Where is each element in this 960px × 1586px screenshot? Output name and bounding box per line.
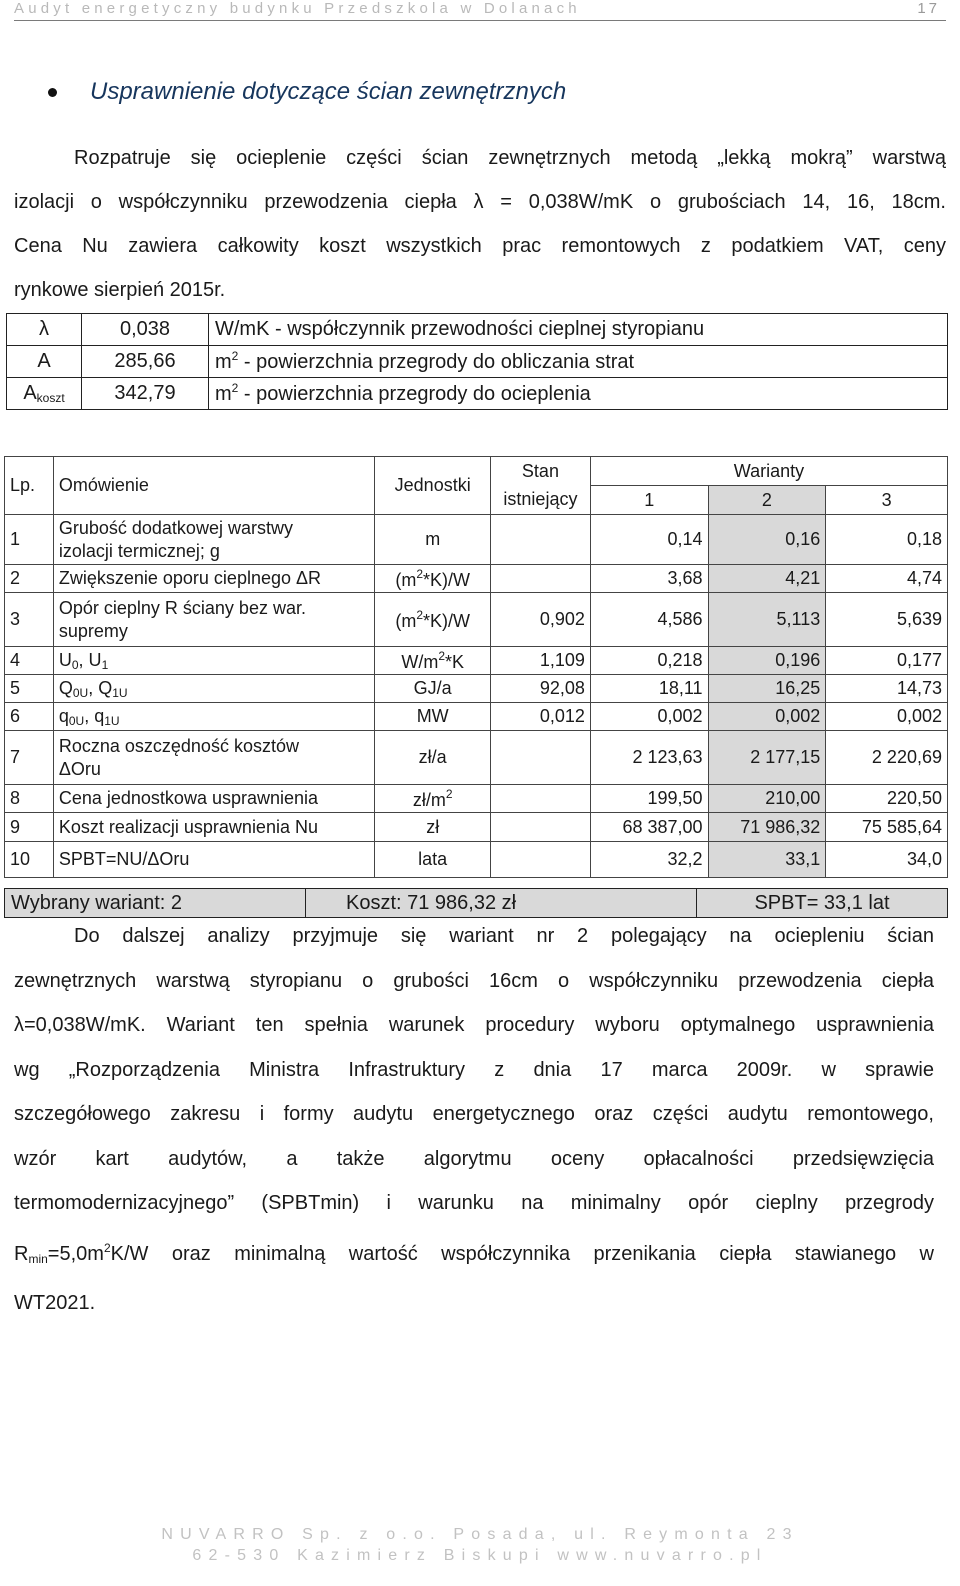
table-row xyxy=(5,785,948,813)
table-row xyxy=(5,675,948,703)
row-desc-cell xyxy=(53,593,374,647)
intro-paragraph xyxy=(14,136,946,312)
row-existing xyxy=(491,731,591,785)
conclusion-line: Do dalszej analizy przyjmuje się wariant nr 2 polegający na ociepleniu ścian xyxy=(74,925,934,947)
row-v3: 34,0 xyxy=(826,842,948,878)
row-desc: , q xyxy=(84,705,105,726)
row-v2: 2 177,15 xyxy=(708,731,826,785)
conclusion-line: WT2021. xyxy=(14,1292,96,1314)
row-desc-cell xyxy=(53,647,374,675)
param-symbol-sub: koszt xyxy=(36,391,65,405)
row-unit: lata xyxy=(375,842,491,878)
row-unit: *K)/W xyxy=(423,569,471,590)
row-unit: GJ/a xyxy=(375,675,491,703)
row-desc: Zwiększenie oporu cieplnego ΔR xyxy=(53,565,374,593)
table-row xyxy=(5,842,948,878)
header-variant-2: 2 xyxy=(708,486,826,515)
row-lp: 5 xyxy=(5,675,54,703)
row-unit: *K)/W xyxy=(423,610,471,631)
row-lp: 3 xyxy=(5,593,54,647)
header-desc: Omówienie xyxy=(53,457,374,515)
param-desc-cell xyxy=(209,346,948,378)
row-desc-cell xyxy=(53,515,374,565)
param-value: 342,79 xyxy=(82,378,209,410)
table-row xyxy=(5,731,948,785)
row-unit: m xyxy=(375,515,491,565)
param-unit: m xyxy=(215,383,232,405)
param-desc: W/mK - współczynnik przewodności cieplnej styropianu xyxy=(209,314,948,346)
conclusion-paragraph xyxy=(14,914,934,1326)
row-desc-sub: 0 xyxy=(71,657,79,672)
table-row xyxy=(5,813,948,842)
row-desc: Koszt realizacji usprawnienia Nu xyxy=(53,813,374,842)
rmin-symbol: R xyxy=(14,1242,29,1265)
row-v2: 16,25 xyxy=(708,675,826,703)
table-row xyxy=(5,565,948,593)
row-unit: (m xyxy=(395,569,417,590)
header-variants: Warianty xyxy=(590,457,947,486)
row-v2: 210,00 xyxy=(708,785,826,813)
row-desc-cell xyxy=(53,703,374,731)
header-existing: Stan xyxy=(491,457,591,486)
param-unit-exp: 2 xyxy=(231,381,239,395)
footer-address: NUVARRO Sp. z o.o. Posada, ul. Reymonta 23 xyxy=(161,1526,799,1543)
row-desc: SPBT=NU/ΔOru xyxy=(53,842,374,878)
row-unit: zł/m xyxy=(412,789,446,810)
row-desc: izolacji termicznej; g xyxy=(58,540,220,561)
conclusion-line: termomodernizacyjnego” (SPBTmin) i warunku na minimalny opór cieplny przegrody xyxy=(14,1192,934,1214)
row-unit-cell xyxy=(375,785,491,813)
row-v3: 4,74 xyxy=(826,565,948,593)
row-lp: 1 xyxy=(5,515,54,565)
row-existing xyxy=(491,515,591,565)
page-header xyxy=(14,0,946,21)
row-v3: 2 220,69 xyxy=(826,731,948,785)
row-unit-cell xyxy=(375,647,491,675)
row-existing: 0,902 xyxy=(491,593,591,647)
row-v1: 2 123,63 xyxy=(590,731,708,785)
rmin-sub: min xyxy=(28,1251,48,1266)
header-variant-3: 3 xyxy=(826,486,948,515)
row-unit: MW xyxy=(375,703,491,731)
rmin-exp: 2 xyxy=(103,1240,111,1255)
row-desc: , U xyxy=(78,649,102,670)
row-unit: (m xyxy=(395,610,417,631)
row-v3: 0,18 xyxy=(826,515,948,565)
intro-line: rynkowe sierpień 2015r. xyxy=(14,279,226,301)
row-v2: 0,002 xyxy=(708,703,826,731)
row-desc-cell xyxy=(53,675,374,703)
row-desc-sub: 1 xyxy=(101,657,109,672)
row-lp: 6 xyxy=(5,703,54,731)
param-value: 0,038 xyxy=(82,314,209,346)
param-symbol: A xyxy=(23,382,37,404)
table-header-row xyxy=(5,457,948,486)
table-row xyxy=(5,647,948,675)
conclusion-line: λ=0,038W/mK. Wariant ten spełnia warunek procedury wyboru optymalnego usprawnienia xyxy=(14,1014,934,1036)
section-title: Usprawnienie dotyczące ścian zewnętrznych xyxy=(90,78,567,105)
bullet-icon xyxy=(48,88,57,97)
row-v3: 220,50 xyxy=(826,785,948,813)
rmin-text: K/W oraz minimalną wartość współczynnika przenikania ciepła stawianego w xyxy=(110,1242,934,1265)
row-desc-cell xyxy=(53,731,374,785)
row-v2: 5,113 xyxy=(708,593,826,647)
header-title: Audyt energetyczny budynku Przedszkola w Dolanach xyxy=(14,0,581,17)
param-unit: m xyxy=(215,351,232,373)
row-v2: 0,16 xyxy=(708,515,826,565)
row-v2: 4,21 xyxy=(708,565,826,593)
row-desc-sub: 0U xyxy=(72,685,89,700)
intro-line: Cena Nu zawiera całkowity koszt wszystkich prac remontowych z podatkiem VAT, ceny xyxy=(14,235,946,257)
conclusion-line: wg „Rozporządzenia Ministra Infrastruktury z dnia 17 marca 2009r. w sprawie xyxy=(14,1058,934,1081)
row-v1: 3,68 xyxy=(590,565,708,593)
row-existing xyxy=(491,842,591,878)
row-desc: , Q xyxy=(88,677,113,698)
row-v1: 0,002 xyxy=(590,703,708,731)
row-unit-cell xyxy=(375,593,491,647)
header-unit: Jednostki xyxy=(375,457,491,515)
row-existing: 1,109 xyxy=(491,647,591,675)
row-v2: 0,196 xyxy=(708,647,826,675)
intro-line: Rozpatruje się ocieplenie części ścian zewnętrznych metodą „lekką mokrą” warstwą xyxy=(74,147,946,169)
param-row-area-cost xyxy=(7,378,948,410)
row-v3: 5,639 xyxy=(826,593,948,647)
param-desc: - powierzchnia przegrody do obliczania strat xyxy=(238,351,635,373)
row-v1: 0,218 xyxy=(590,647,708,675)
row-unit: W/m xyxy=(401,651,439,672)
row-v2: 71 986,32 xyxy=(708,813,826,842)
row-v1: 68 387,00 xyxy=(590,813,708,842)
param-row-area xyxy=(7,346,948,378)
row-v3: 0,002 xyxy=(826,703,948,731)
row-v1: 199,50 xyxy=(590,785,708,813)
row-unit-exp: 2 xyxy=(416,566,424,581)
row-v1: 32,2 xyxy=(590,842,708,878)
row-v1: 4,586 xyxy=(590,593,708,647)
row-lp: 9 xyxy=(5,813,54,842)
param-symbol-cell xyxy=(7,378,82,410)
row-unit-cell xyxy=(375,565,491,593)
conclusion-line xyxy=(14,1226,934,1282)
variants-table xyxy=(4,456,948,878)
row-unit-exp: 2 xyxy=(438,648,446,663)
row-desc: Grubość dodatkowej warstwy xyxy=(58,517,293,538)
table-row xyxy=(5,703,948,731)
row-existing xyxy=(491,813,591,842)
row-lp: 8 xyxy=(5,785,54,813)
conclusion-line: wzór kart audytów, a także algorytmu oceny opłacalności przedsięwzięcia xyxy=(14,1147,934,1170)
header-variant-1: 1 xyxy=(590,486,708,515)
header-lp: Lp. xyxy=(5,457,54,515)
parameters-table xyxy=(6,313,948,410)
row-existing: 0,012 xyxy=(491,703,591,731)
header-existing: istniejący xyxy=(491,486,591,515)
row-desc-sub: 1U xyxy=(104,713,120,728)
footer-contact: 62-530 Kazimierz Biskupi www.nuvarro.pl xyxy=(192,1547,768,1564)
page-number: 17 xyxy=(917,0,940,17)
row-existing xyxy=(491,785,591,813)
row-unit-exp: 2 xyxy=(416,607,424,622)
row-desc: Roczna oszczędność kosztów xyxy=(58,735,299,756)
conclusion-line: zewnętrznych warstwą styropianu o grubości 16cm o współczynniku przewodzenia ciepła xyxy=(14,969,934,992)
param-desc-cell xyxy=(209,378,948,410)
row-desc-sub: 0U xyxy=(68,713,85,728)
param-symbol: λ xyxy=(7,314,82,346)
row-existing xyxy=(491,565,591,593)
row-desc: Cena jednostkowa usprawnienia xyxy=(53,785,374,813)
intro-line: izolacji o współczynniku przewodzenia ciepła λ = 0,038W/mK o grubościach 14, 16, 18cm. xyxy=(14,191,946,213)
row-lp: 7 xyxy=(5,731,54,785)
param-row-lambda xyxy=(7,314,948,346)
row-desc: supremy xyxy=(58,620,128,641)
selected-cost: Koszt: 71 986,32 zł xyxy=(306,889,697,918)
row-unit: zł/a xyxy=(375,731,491,785)
param-symbol: A xyxy=(7,346,82,378)
row-lp: 4 xyxy=(5,647,54,675)
row-unit: *K xyxy=(445,651,465,672)
row-desc: q xyxy=(58,705,69,726)
selected-spbt: SPBT= 33,1 lat xyxy=(697,889,948,918)
param-unit-exp: 2 xyxy=(231,349,239,363)
row-v1: 0,14 xyxy=(590,515,708,565)
row-v3: 14,73 xyxy=(826,675,948,703)
row-v3: 0,177 xyxy=(826,647,948,675)
table-row xyxy=(5,515,948,565)
row-desc: Q xyxy=(58,677,73,698)
row-unit: zł xyxy=(375,813,491,842)
conclusion-line: szczegółowego zakresu i formy audytu energetycznego oraz części audytu remontowego, xyxy=(14,1103,934,1125)
row-v3: 75 585,64 xyxy=(826,813,948,842)
row-desc: ΔOru xyxy=(58,758,101,779)
row-desc: Opór cieplny R ściany bez war. xyxy=(58,597,306,618)
row-unit-exp: 2 xyxy=(445,786,453,801)
row-lp: 10 xyxy=(5,842,54,878)
row-lp: 2 xyxy=(5,565,54,593)
selected-variant: Wybrany wariant: 2 xyxy=(5,889,306,918)
rmin-value: =5,0m xyxy=(47,1242,104,1265)
section-heading xyxy=(48,76,928,110)
param-value: 285,66 xyxy=(82,346,209,378)
table-row xyxy=(5,593,948,647)
row-desc: U xyxy=(58,649,72,670)
row-v2: 33,1 xyxy=(708,842,826,878)
row-v1: 18,11 xyxy=(590,675,708,703)
param-desc: - powierzchnia przegrody do ocieplenia xyxy=(238,383,591,405)
row-existing: 92,08 xyxy=(491,675,591,703)
row-desc-sub: 1U xyxy=(112,685,128,700)
